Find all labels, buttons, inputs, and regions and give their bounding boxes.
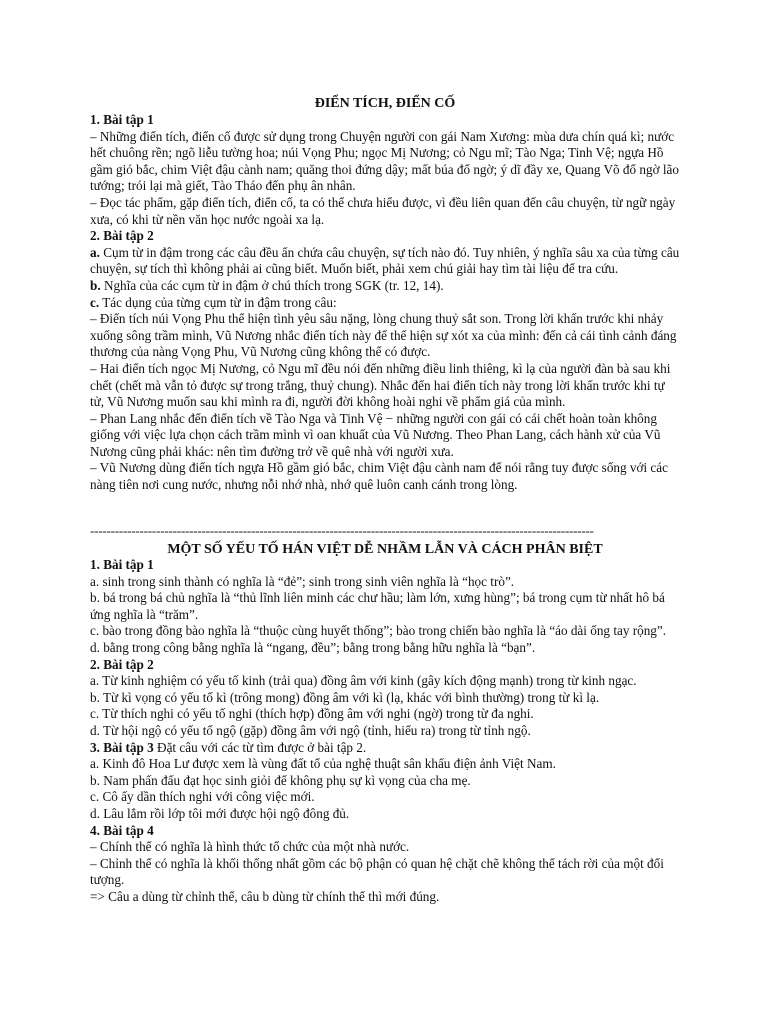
hv-exercise-1-item-c: c. bào trong đồng bào nghĩa là “thuộc cùng huyết thống”; bào trong chiến bào nghĩa là “áo dài ống tay rộng”. — [90, 623, 667, 639]
hv-exercise-1-item-b: b. bá trong bá chủ nghĩa là “thủ lĩnh liên minh các chư hầu; làm lớn, xưng hùng”; bá trong cụm từ nhất hô bá ứng nghĩa là “trăm”. — [90, 590, 665, 622]
exercise-2-item-b — [90, 278, 680, 295]
hv-exercise-4-line-1: – Chính thể có nghĩa là hình thức tổ chức của một nhà nước. — [90, 839, 410, 855]
hv-exercise-4-line-2: – Chỉnh thể có nghĩa là khối thống nhất gồm các bộ phận có quan hệ chặt chẽ không thể tách rời của một đối tượng. — [90, 855, 664, 888]
item-b-label: b. — [90, 277, 101, 293]
item-a-text: Cụm từ in đậm trong các câu đều ẩn chứa câu chuyện, sự tích nào đó. Tuy nhiên, ý nghĩa sâu xa của từng câu chuyện, sự tích thì không phải ai cũng biết. Muốn biết, phải xem chú giải hay tìm tài liệu để tra cứu. — [90, 244, 680, 277]
hv-exercise-4-conclusion: => Câu a dùng từ chỉnh thể, câu b dùng từ chính thể thì mới đúng. — [90, 888, 440, 904]
exercise-2-item-c — [90, 295, 680, 312]
hv-exercise-4-heading: 4. Bài tập 4 — [90, 822, 154, 838]
hv-exercise-3-item-c: c. Cô ấy dần thích nghi với công việc mới. — [90, 789, 315, 805]
exercise-1-heading: 1. Bài tập 1 — [90, 112, 154, 127]
hv-exercise-1-heading: 1. Bài tập 1 — [90, 557, 154, 572]
exercise-2-c-paragraph-2: – Hai điển tích ngọc Mị Nương, cỏ Ngu mĩ đều nói đến những điều linh thiêng, kì lạ của người đàn bà sau khi chết (chết mà vẫn tỏ được sự trong trắng, thuỷ chung). Nhắc đến hai điển tích này trong lời khấn trước khi tự tử, Vũ Nương muốn sau khi mình ra đi, người đời không hoài nghi về phẩm giá của mình. — [90, 360, 671, 410]
exercise-2-heading: 2. Bài tập 2 — [90, 228, 154, 244]
hv-exercise-3-heading: 3. Bài tập 3 — [90, 739, 154, 755]
exercise-2-c-paragraph-3: – Phan Lang nhắc đến điển tích về Tào Nga và Tinh Vệ − những người con gái có cái chết hoàn toàn không giống với việc lựa chọn cách trầm mình vì oan khuất của Vũ Nương. Theo Phan Lang, cách hành xử của Vũ Nương cũng phải khác: nên tìm đường trở về quê nhà với người xưa. — [90, 410, 661, 459]
hv-exercise-2-item-a: a. Từ kinh nghiệm có yếu tố kinh (trải qua) đồng âm với kinh (gây kích động mạnh) trong từ kinh ngạc. — [90, 673, 637, 689]
section-divider: -------------------------------------------------------------------------------------------------------------------------- — [90, 524, 594, 538]
item-c-label: c. — [90, 294, 100, 310]
hv-exercise-3-item-a: a. Kinh đô Hoa Lư được xem là vùng đất tổ của nghệ thuật sân khấu điện ảnh Việt Nam. — [90, 756, 556, 772]
hv-exercise-3-item-b: b. Nam phấn đấu đạt học sinh giỏi để không phụ sự kì vọng của cha mẹ. — [90, 772, 471, 788]
exercise-1-paragraph-1: – Những điển tích, điển cố được sử dụng trong Chuyện người con gái Nam Xương: mùa dưa chín quá kì; nước hết chuông rền; ngõ liễu tường hoa; núi Vọng Phu; ngọc Mị Nương; cỏ Ngu mĩ; Tào Nga; Tinh Vệ; ngựa Hồ gầm gió bắc, chim Việt đậu cành nam; quăng thoi đứng dậy; mất búa đổ ngờ; ý dĩ đầy xe, Quang Võ đổ ngờ lão tướng; trói lại mà giết, Tào Tháo đến phụ ân nhân. — [90, 128, 679, 194]
hv-exercise-1-item-a: a. sinh trong sinh thành có nghĩa là “đẻ”; sinh trong sinh viên nghĩa là “học trò”. — [90, 573, 515, 589]
hv-exercise-1-item-d: d. bằng trong công bằng nghĩa là “ngang, đều”; bằng trong bằng hữu nghĩa là “bạn”. — [90, 639, 536, 655]
hv-exercise-3-item-d: d. Lâu lắm rồi lớp tôi mới được hội ngộ đông đủ. — [90, 805, 350, 821]
section-title-han-viet: MỘT SỐ YẾU TỐ HÁN VIỆT DỄ NHẦM LẪN VÀ CÁCH PHÂN BIỆT — [167, 542, 603, 557]
exercise-2-c-paragraph-1: – Điển tích núi Vọng Phu thể hiện tình yêu sâu nặng, lòng chung thuỷ sắt son. Trong lời khấn trước khi nhảy xuống sông trầm mình, Vũ Nương nhắc điển tích này để thể hiện sự xót xa của mình: đến cả cái tình cảnh đáng thương của nàng Vọng Phu, Vũ Nương cũng không thể có được. — [90, 311, 677, 360]
hv-exercise-3-intro: Đặt câu với các từ tìm được ở bài tập 2. — [153, 739, 367, 755]
item-b-text: Nghĩa của các cụm từ in đậm ở chú thích trong SGK (tr. 12, 14). — [100, 277, 444, 293]
section-han-viet — [90, 557, 680, 905]
item-c-text: Tác dụng của từng cụm từ in đậm trong câu: — [99, 294, 337, 310]
item-a-label: a. — [90, 244, 100, 260]
hv-exercise-2-item-d: d. Từ hội ngộ có yếu tố ngộ (gặp) đồng âm với ngộ (tỉnh, hiểu ra) trong từ tỉnh ngộ. — [90, 722, 531, 738]
hv-exercise-2-item-b: b. Từ kì vọng có yếu tố kì (trông mong) đồng âm với kì (lạ, khác với bình thường) trong từ kì lạ. — [90, 689, 600, 705]
section-title-dien-tich: ĐIỂN TÍCH, ĐIỂN CỐ — [314, 96, 456, 111]
hv-exercise-3-heading-line — [90, 740, 680, 757]
section-dien-tich — [90, 112, 680, 494]
hv-exercise-2-heading: 2. Bài tập 2 — [90, 656, 154, 672]
exercise-2-item-a — [90, 245, 680, 278]
hv-exercise-2-item-c: c. Từ thích nghi có yếu tố nghi (thích hợp) đồng âm với nghi (ngờ) trong từ đa nghi. — [90, 706, 534, 722]
exercise-1-paragraph-2: – Đọc tác phẩm, gặp điển tích, điển cố, ta có thể chưa hiểu được, vì đều liên quan đến câu chuyện, từ ngữ ngày xưa, có khi từ nền văn học nước ngoài xa lạ. — [90, 194, 676, 227]
exercise-2-c-paragraph-4: – Vũ Nương dùng điển tích ngựa Hồ gầm gió bắc, chim Việt đậu cành nam để nói rằng tuy được sống với các nàng tiên nơi cung nước, nhưng nỗi nhớ nhà, nhớ quê luôn canh cánh trong lòng. — [90, 460, 668, 493]
